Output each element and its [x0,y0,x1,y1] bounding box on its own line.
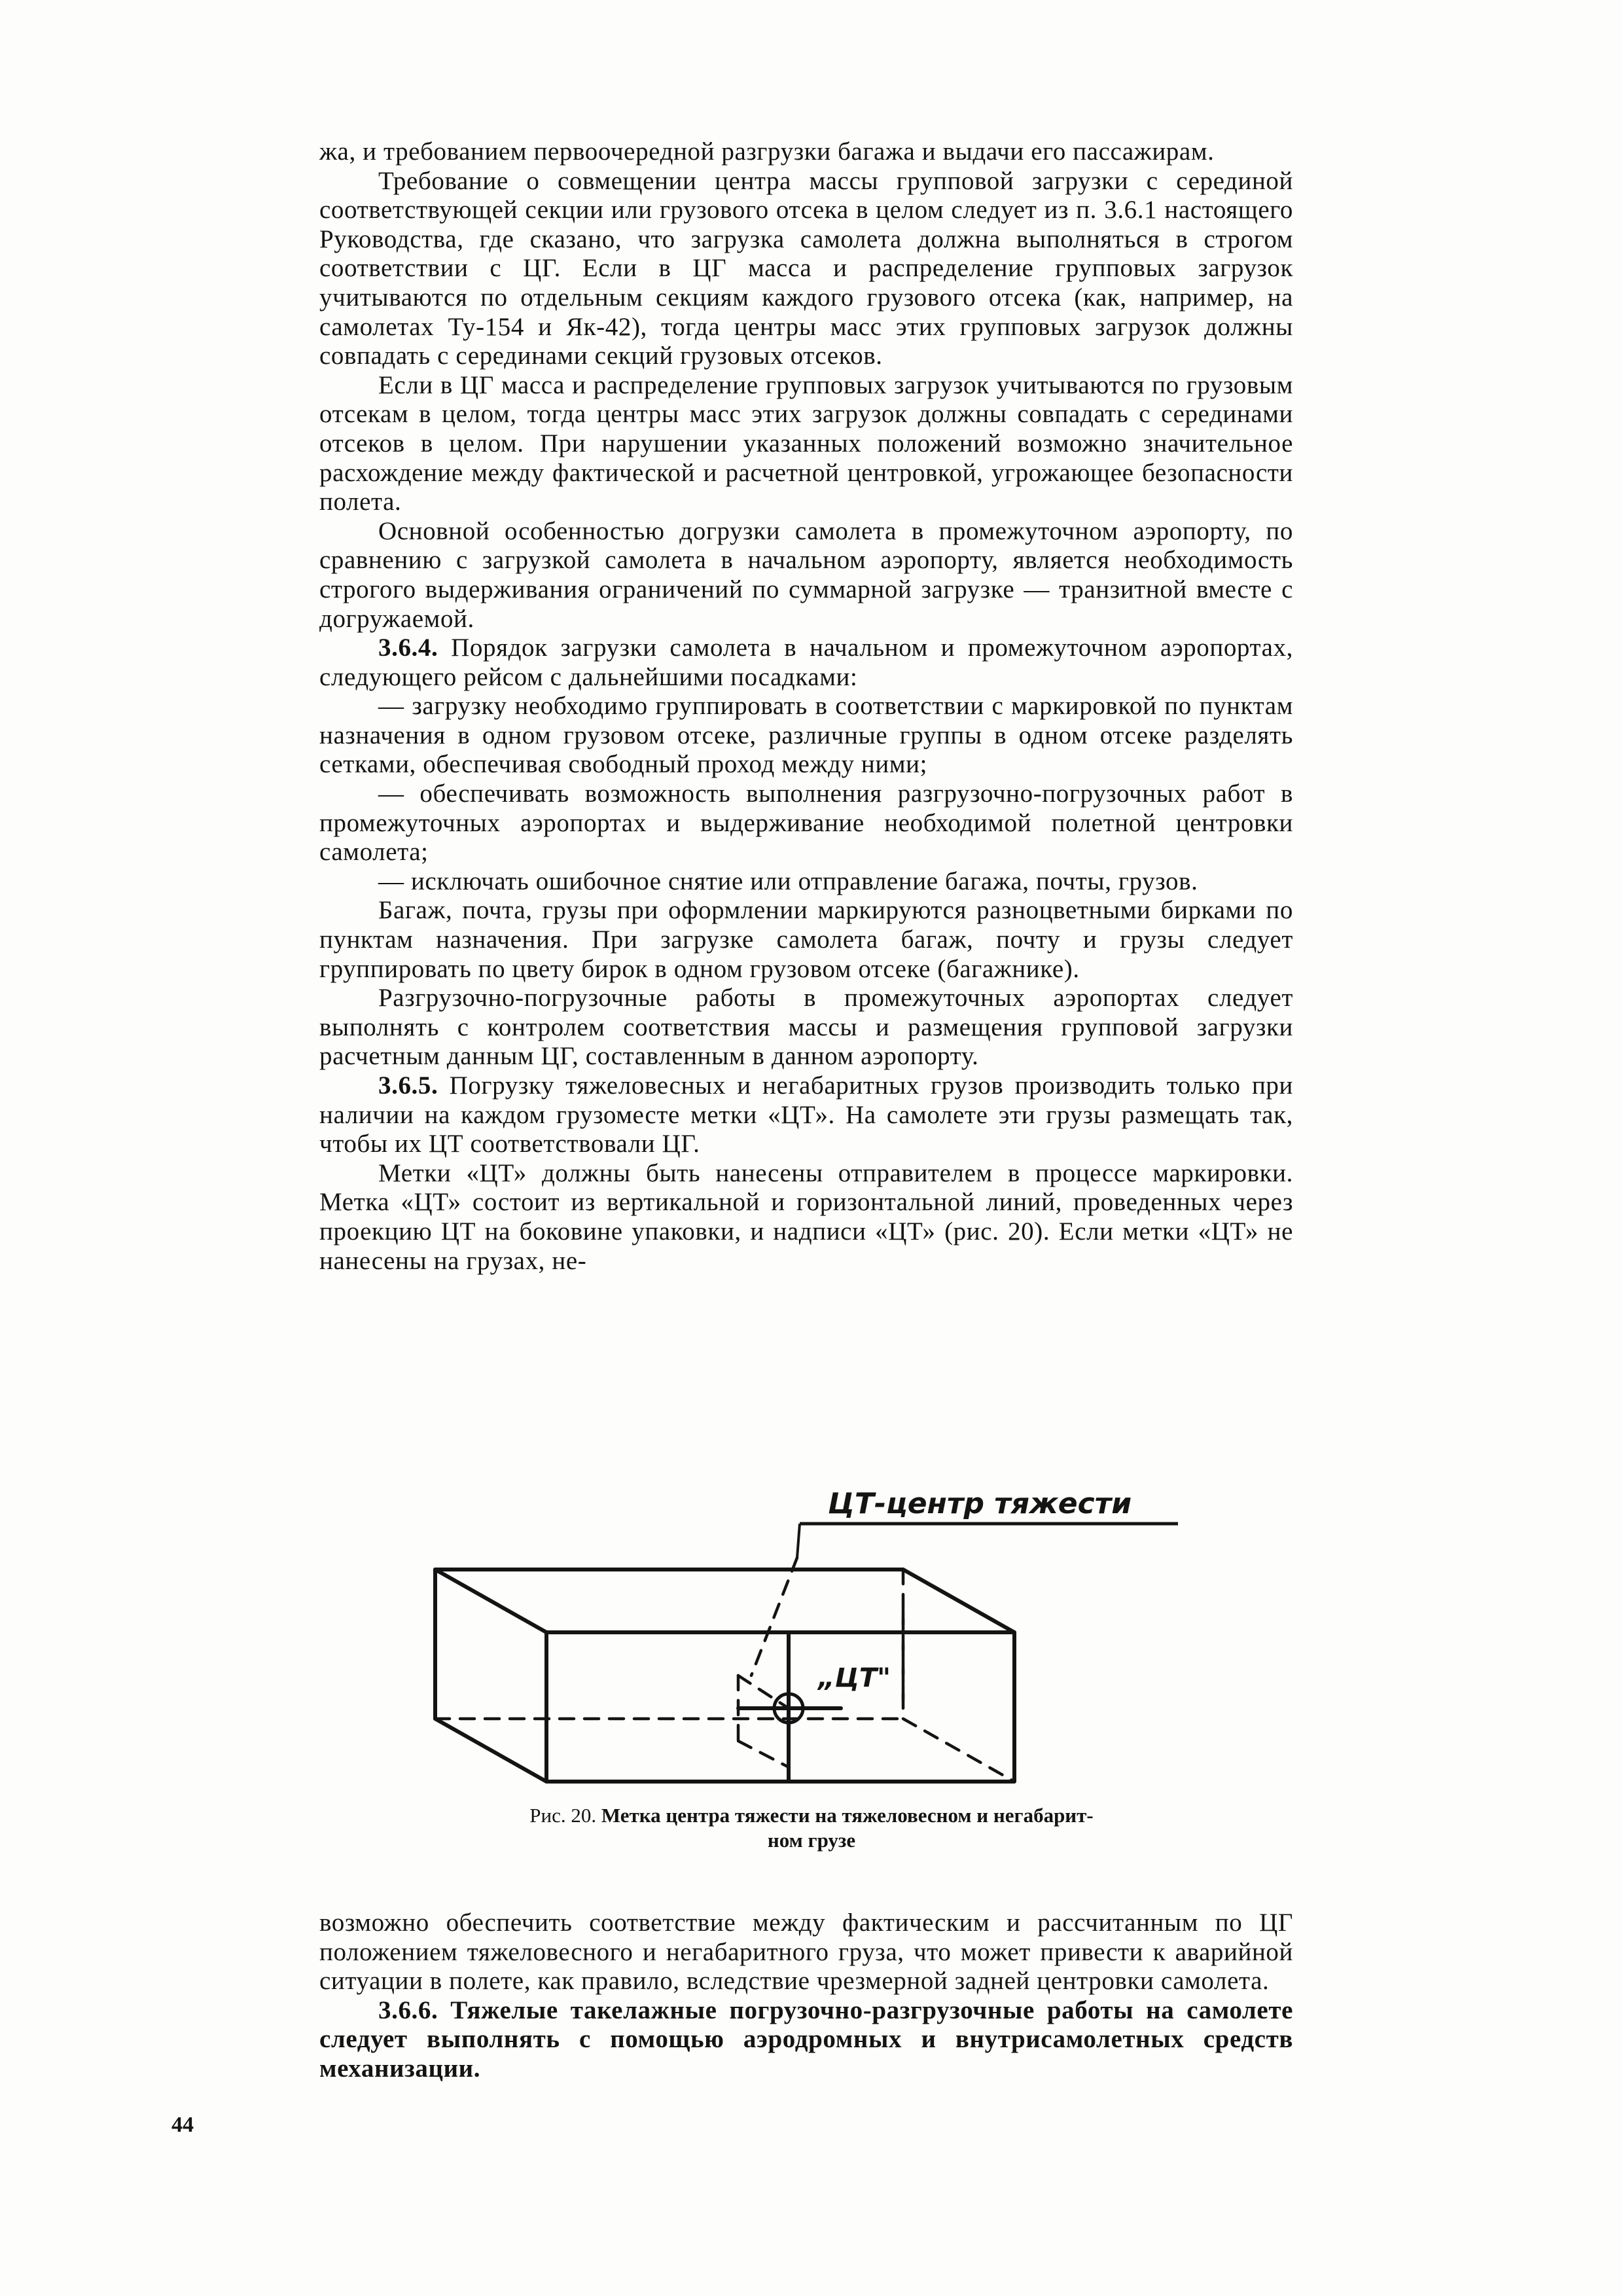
paragraph: Требование о совмещении центра массы групповой загрузки с серединой соответствующей секции или грузового отсека в целом следует из п. 3.6.1 настоящего Руководства, где сказано, что загрузка самолета должна выполняться в строгом соответствии с ЦГ. Если в ЦГ масса и распределение групповых загрузок учитываются по отдельным секциям каждого грузового отсека (как, например, на самолетах Ту-154 и Як-42), тогда центры масс этих групповых загрузок должны совпадать с серединами секций грузовых отсеков. [319,166,1293,370]
list-item: — обеспечивать возможность выполнения разгрузочно-погрузочных работ в промежуточных аэропортах и выдерживание необходимой полетной центровки самолета; [319,780,1293,867]
section-text: Погрузку тяжеловесных и негабаритных грузов производить только при наличии на каждом грузоместе метки «ЦТ». На самолете эти грузы размещать так, чтобы их ЦТ соответствовали ЦГ. [319,1071,1293,1158]
paragraph: Основной особенностью догрузки самолета в промежуточном аэропорту, по сравнению с загрузкой самолета в начальном аэропорту, является необходимость строгого выдерживания ограничений по суммарной загрузке — транзитной вместе с догружаемой. [319,516,1293,633]
figure-caption [458,1803,1165,1853]
caption-text-1: Метка центра тяжести на тяжеловесном и негабарит- [601,1804,1094,1827]
paragraph-continuation: возможно обеспечить соответствие между фактическим и рассчитанным по ЦГ положением тяжеловесного и негабаритного груза, что может привести к аварийной ситуации в полете, как правило, вследствие чрезмерной задней центровки самолета. [319,1909,1293,1996]
box-top-left-edge [435,1570,546,1632]
page-number: 44 [171,2113,194,2137]
section-3-6-5 [319,1071,1293,1159]
leader-top [797,1524,800,1558]
caption-line-2: ном грузе [767,1829,856,1852]
section-text: Порядок загрузки самолета в начальном и промежуточном аэропортах, следующего рейсом с дальнейшими посадками: [319,634,1293,691]
text-column-bottom [319,1909,1293,2084]
figure-label-cg: ЦТ-центр тяжести [828,1487,1132,1520]
section-number: 3.6.4. [378,634,438,662]
box-top-right-edge [903,1570,1014,1632]
hidden-cg-diag-1 [738,1676,789,1708]
cg-mark-circle [774,1694,803,1723]
paragraph: Метки «ЦТ» должны быть нанесены отправителем в процессе маркировки. Метка «ЦТ» состоит из вертикальной и горизонтальной линий, проведенных через проекцию ЦТ на боковине упаковки, и надписи «ЦТ» (рис. 20). Если метки «ЦТ» не нанесены на грузах, не- [319,1158,1293,1275]
hidden-edge-bottom-right [903,1719,1014,1782]
list-item: — исключать ошибочное снятие или отправление багажа, почты, грузов. [378,867,1198,895]
leader-line [751,1558,797,1676]
box-bottom-left-edge [435,1719,546,1782]
text-column-top [319,137,1293,1276]
section-number: 3.6.5. [378,1071,438,1100]
paragraph-continuation: жа, и требованием первоочередной разгрузки багажа и выдачи его пассажирам. [319,137,1215,166]
box-front-face [546,1632,1014,1782]
caption-number: Рис. 20. [529,1804,597,1827]
hidden-cg-diag-2 [738,1741,789,1767]
section-3-6-6 [319,1996,1293,2084]
section-number: 3.6.6. [378,1996,438,2024]
list-item: — загрузку необходимо группировать в соответствии с маркировкой по пунктам назначения в одном грузовом отсеке, различные группы в одном отсеке разделять сетками, обеспечивая свободный проход между ними; [319,692,1293,779]
paragraph: Багаж, почта, грузы при оформлении маркируются разноцветными бирками по пунктам назначения. При загрузке самолета багаж, почту и грузы следует группировать по цвету бирок в одном грузовом отсеке (багажнике). [319,896,1293,983]
paragraph: Разгрузочно-погрузочные работы в промежуточных аэропортах следует выполнять с контролем соответствия массы и размещения групповой загрузки расчетным данным ЦГ, составленным в данном аэропорту. [319,984,1293,1071]
paragraph: Если в ЦГ масса и распределение групповых загрузок учитываются по грузовым отсекам в целом, тогда центры масс этих загрузок должны совпадать с серединами отсеков в целом. При нарушении указанных положений возможно значительное расхождение между фактической и расчетной центровкой, угрожающее безопасности полета. [319,370,1293,516]
section-text: Тяжелые такелажные погрузочно-разгрузочные работы на самолете следует выполнять с помощью аэродромных и внутрисамолетных средств механизации. [319,1996,1293,2083]
figure-label-box: „ЦТ" [818,1663,891,1693]
section-3-6-4 [319,634,1293,692]
caption-line-1 [458,1803,1165,1828]
